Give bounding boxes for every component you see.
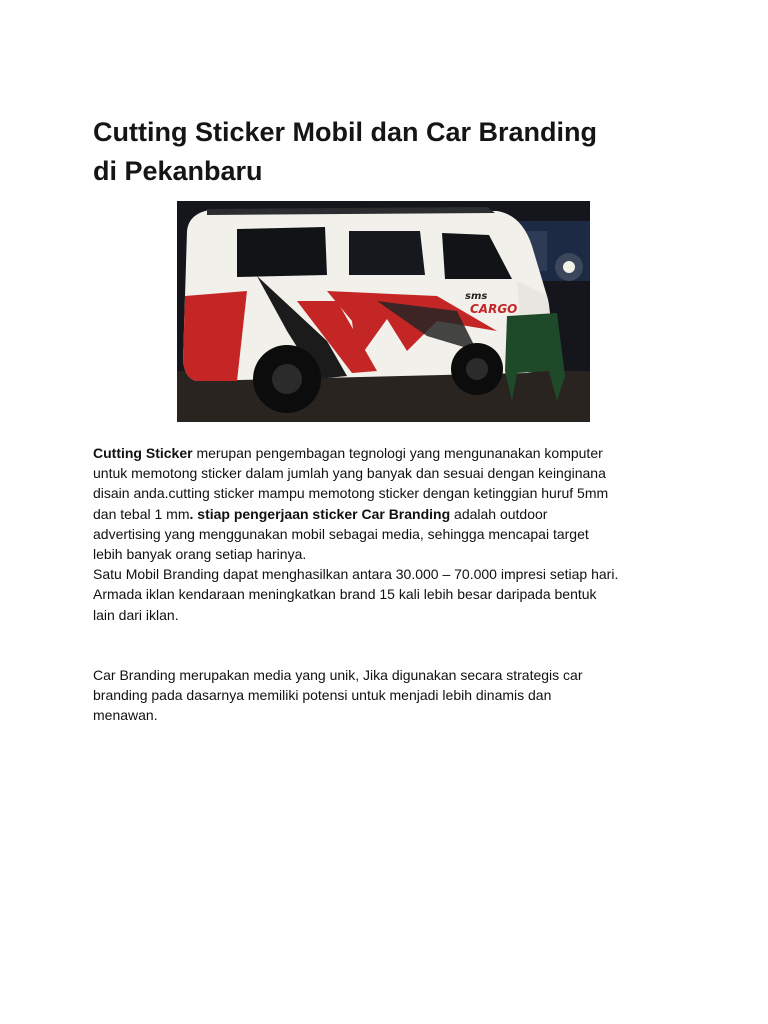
text-line: Satu Mobil Branding dapat menghasilkan antara 30.000 – 70.000 impresi setiap hari. [93, 566, 619, 583]
text-line: Car Branding merupakan media yang unik, Jika digunakan secara strategis car [93, 666, 583, 683]
text-line: advertising yang menggunakan mobil sebagai media, sehingga mencapai target [93, 525, 589, 542]
van-illustration [177, 201, 590, 422]
article-body [93, 443, 693, 725]
text-line: Cutting Sticker merupan pengembagan tegnologi yang mengunanakan komputer [93, 445, 603, 461]
paragraph-spacer [93, 625, 693, 665]
bold-term: Cutting Sticker [93, 445, 193, 461]
paragraph-1 [93, 443, 693, 625]
text-line: lebih banyak orang setiap harinya. [93, 546, 307, 563]
title-line-1: Cutting Sticker Mobil dan Car Branding [93, 117, 598, 147]
bold-phrase: . stiap pengerjaan sticker Car Branding [189, 505, 451, 522]
text-line: branding pada dasarnya memiliki potensi untuk menjadi lebih dinamis dan [93, 687, 552, 704]
page-title [93, 113, 693, 191]
text-line: lain dari iklan. [93, 606, 179, 623]
van-photo [177, 201, 590, 422]
paragraph-2 [93, 665, 693, 726]
text-line: dan tebal 1 mm. stiap pengerjaan sticker Car Branding adalah outdoor [93, 505, 548, 522]
text-line: menawan. [93, 707, 158, 724]
text-line: untuk memotong sticker dalam jumlah yang banyak dan sesuai dengan keinginana [93, 465, 606, 482]
title-line-2: di Pekanbaru [93, 156, 263, 186]
text-line: Armada iklan kendaraan meningkatkan brand 15 kali lebih besar daripada bentuk [93, 586, 597, 603]
decal-text-bottom: CARGO [470, 302, 518, 316]
decal-text-top: sms [465, 291, 488, 302]
text-line: disain anda.cutting sticker mampu memotong sticker dengan ketinggian huruf 5mm [93, 485, 609, 502]
